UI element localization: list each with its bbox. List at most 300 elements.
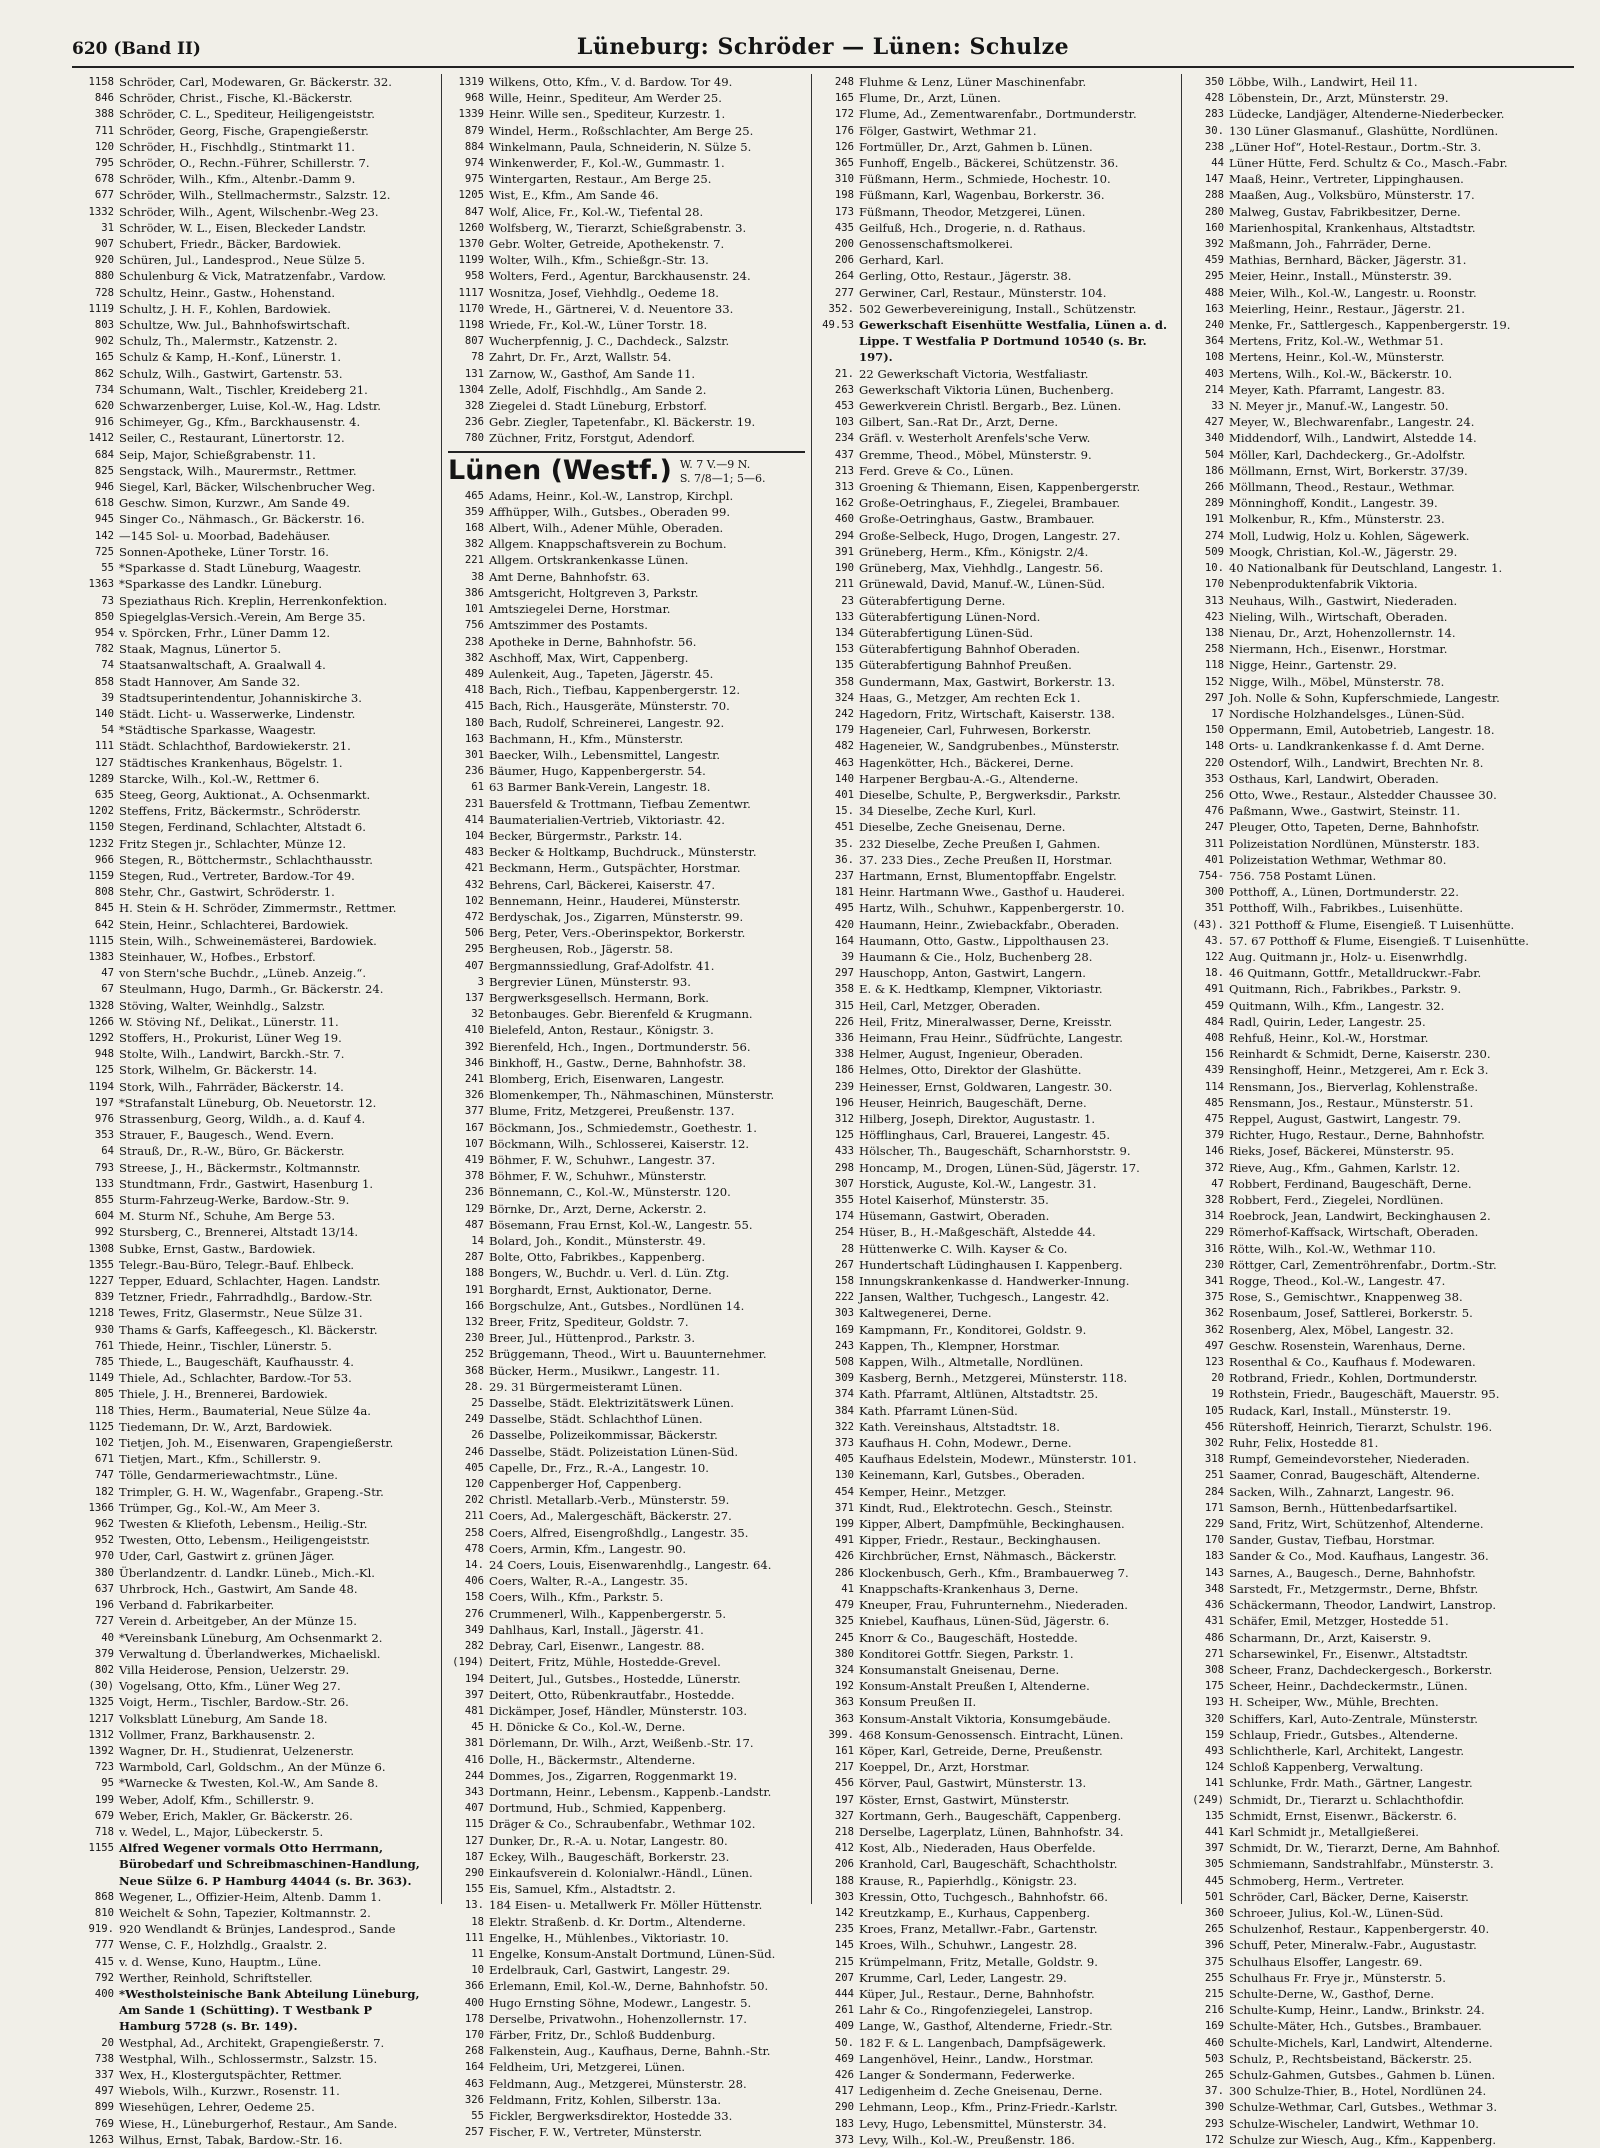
entry-number: 396 [1204,1939,1224,1952]
entry-number: 102 [94,1437,114,1450]
directory-entry [448,2092,805,2108]
entry-text: 40 Nationalbank für Deutschland, Langestr. 1. [1229,561,1503,576]
entry-number: 23 [841,594,854,607]
directory-entry [78,333,435,349]
directory-entry [1188,1694,1546,1710]
directory-entry [818,463,1175,479]
entry-number: 747 [94,1469,114,1482]
entry-number: 303 [834,1890,854,1903]
directory-entry [448,715,805,731]
entry-text: Staatsanwaltschaft, A. Graalwall 4. [119,658,326,673]
entry-text: Mertens, Wilh., Kol.-W., Bäckerstr. 10. [1229,366,1453,381]
entry-number: 948 [94,1048,114,1061]
entry-number: 428 [1204,92,1224,105]
entry-number: 727 [94,1615,114,1628]
directory-entry [78,1500,435,1516]
entry-text: Steffens, Fritz, Bäckermstr., Schröderstr. [119,804,361,819]
entry-text: Rothstein, Friedr., Baugeschäft, Mauerstr. 95. [1229,1387,1500,1402]
entry-text: H. Stein & H. Schröder, Zimmermstr., Rettmer. [119,901,397,916]
directory-entry [78,398,435,414]
running-title: Lüneburg: Schröder — Lünen: Schulze [576,34,1070,60]
entry-text: Coers, Armin, Kfm., Langestr. 90. [489,1541,687,1556]
directory-entry [448,1606,805,1622]
directory-entry [818,1630,1175,1646]
directory-entry [818,706,1175,722]
entry-text: Schröder, Wilh., Agent, Wilschenbr.-Weg 23. [119,204,379,219]
directory-entry [448,1298,805,1314]
entry-number: 618 [94,497,114,510]
entry-number: 810 [94,1906,114,1919]
directory-entry [1188,1322,1546,1338]
entry-text: 22 Gewerkschaft Victoria, Westfaliastr. [859,366,1089,381]
entry-number: 192 [834,1680,854,1693]
entry-number: 392 [464,1040,484,1053]
entry-number: 373 [834,2133,854,2146]
entry-text: Stöving, Walter, Weinhdlg., Salzstr. [119,998,326,1013]
entry-text: Allgem. Ortskrankenkasse Lünen. [489,553,689,568]
section-hours-line-2: S. 7/8—1; 5—6. [679,471,766,485]
directory-entry [818,106,1175,122]
directory-entry [78,690,435,706]
entry-text: Krumme, Carl, Leder, Langestr. 29. [859,1970,1067,1985]
entry-number: 486 [1204,1631,1224,1644]
directory-entry [448,74,805,90]
entry-text: Kost, Alb., Niederaden, Haus Oberfelde. [859,1841,1096,1856]
entry-number: 155 [464,1883,484,1896]
directory-entry [78,1435,435,1451]
entry-text: Krause, R., Papierhdlg., Königstr. 23. [859,1873,1077,1888]
directory-entry [818,1921,1175,1937]
entry-number: 221 [464,554,484,567]
entry-text: Wrede, H., Gärtnerei, V. d. Neuentore 33. [489,301,734,316]
directory-entry [448,1687,805,1703]
directory-entry [818,1548,1175,1564]
entry-number: 451 [834,821,854,834]
directory-entry [448,268,805,284]
entry-number: 479 [834,1599,854,1612]
entry-text: Christl. Metallarb.-Verb., Münsterstr. 59. [489,1493,730,1508]
directory-entry [78,301,435,317]
directory-entry [1188,998,1546,1014]
directory-entry [818,593,1175,609]
entry-number: 508 [834,1356,854,1369]
entry-text: Wiebols, Wilh., Kurzwr., Rosenstr. 11. [119,2084,340,2099]
entry-number: 475 [1204,1113,1224,1125]
directory-entry [818,900,1175,916]
entry-number: 318 [1204,1453,1224,1466]
entry-text: Hagenkötter, Hch., Bäckerei, Derne. [859,755,1074,770]
entry-number: 847 [464,205,484,218]
entry-text: Hartmann, Ernst, Blumentopffabr. Engelstr. [859,868,1117,883]
directory-entry [78,965,435,981]
directory-entry [448,1476,805,1492]
entry-text: Böhmer, F. W., Schuhwr., Münsterstr. [489,1169,707,1184]
directory-entry [818,74,1175,90]
entry-number: 441 [1204,1825,1224,1838]
directory-entry [1188,285,1546,301]
directory-entry [448,569,805,585]
entry-text: Bücker, Herm., Musikwr., Langestr. 11. [489,1363,720,1378]
entry-number: 958 [464,270,484,283]
entry-number: 320 [1204,1712,1224,1725]
entry-number: 135 [834,659,854,672]
entry-number: 391 [834,545,854,558]
entry-number: 378 [464,1170,484,1183]
entry-number: 244 [464,1769,484,1782]
entry-number: 158 [834,1275,854,1288]
entry-number: 1125 [88,1420,114,1433]
entry-text: Beckmann, Herm., Gutspächter, Horstmar. [489,861,741,876]
directory-entry [78,1111,435,1127]
directory-entry [78,2132,435,2148]
entry-text: Schulte-Mäter, Hch., Gutsbes., Brambauer. [1229,2019,1482,2034]
entry-number: 504 [1204,448,1224,461]
entry-number: 196 [834,1096,854,1109]
entry-number: 426 [834,1550,854,1563]
directory-entry [78,2116,435,2132]
entry-number: 186 [834,1064,854,1077]
entry-text: Wiese, H., Lüneburgerhof, Restaur., Am Sande. [119,2116,398,2131]
entry-number: 194 [464,1672,484,1685]
entry-number: 406 [464,1575,484,1588]
entry-number: 200 [834,238,854,251]
entry-text: Schimeyer, Gg., Kfm., Barckhausenstr. 4. [119,415,361,430]
entry-text: Tewes, Fritz, Glasermstr., Neue Sülze 31. [119,1306,363,1321]
entry-number: 358 [834,675,854,688]
entry-number: 328 [1204,1194,1224,1207]
entry-text: Schultz, J. H. F., Kohlen, Bardowiek. [119,301,331,316]
directory-entry [448,1849,805,1865]
entry-number: 409 [834,2020,854,2033]
entry-number: 380 [834,1647,854,1660]
entry-number: 25 [471,1397,484,1410]
entry-number: 286 [834,1566,854,1579]
entry-number: 175 [1204,1680,1224,1693]
entry-text: 920 Wendlandt & Brünjes, Landesprod., Sande [119,1922,396,1937]
entry-text: Tetzner, Friedr., Fahrradhdlg., Bardow.-Str. [119,1290,373,1305]
entry-text: Tepper, Eduard, Schlachter, Hagen. Landstr. [119,1274,381,1289]
entry-text: Haumann, Otto, Gastw., Lippolthausen 23. [859,933,1110,948]
entry-number: 105 [1204,1404,1224,1417]
entry-text: Moll, Ludwig, Holz u. Kohlen, Sägewerk. [1229,528,1470,543]
directory-entry [1188,1354,1546,1370]
entry-text: Fickler, Bergwerksdirektor, Hostedde 33. [489,2108,733,2123]
directory-entry [78,1273,435,1289]
entry-number: 28 [841,1242,854,1255]
directory-entry [1188,1678,1546,1694]
entry-text: Konsumanstalt Gneisenau, Derne. [859,1662,1060,1677]
entry-number: 992 [94,1226,114,1239]
entry-number: 21. [834,367,854,380]
directory-entry [1188,1808,1546,1824]
entry-number: 358 [834,983,854,996]
entry-text: Menke, Fr., Sattlergesch., Kappenbergerstr. 19. [1229,318,1511,333]
directory-entry [818,1095,1175,1111]
entry-number: 777 [94,1939,114,1952]
entry-text: Körver, Paul, Gastwirt, Münsterstr. 13. [859,1776,1087,1791]
entry-number: 374 [834,1388,854,1401]
directory-entry [1188,1597,1546,1613]
directory-entry [1188,511,1546,527]
entry-text: Maaßen, Aug., Volksbüro, Münsterstr. 17. [1229,188,1475,203]
entry-text: Rieks, Josef, Bäckerei, Münsterstr. 95. [1229,1144,1455,1159]
directory-entry [1188,1532,1546,1548]
entry-number: 397 [464,1688,484,1701]
entry-number: 118 [1204,659,1224,672]
directory-entry [1188,2116,1546,2132]
entry-number: 118 [94,1404,114,1417]
directory-entry [818,1224,1175,1240]
directory-entry [448,634,805,650]
entry-number: 138 [1204,626,1224,639]
entry-text: Kath. Pfarramt Lünen-Süd. [859,1403,1018,1418]
directory-entry [448,1589,805,1605]
directory-entry [1188,1224,1546,1240]
directory-entry [1188,317,1546,333]
directory-entry [78,1127,435,1143]
section-heading-luenen [448,451,805,486]
entry-text: Innungskrankenkasse d. Handwerker-Innung. [859,1274,1130,1289]
directory-entry [448,2027,805,2043]
directory-entry [78,1678,435,1694]
entry-text: Schubert, Friedr., Bäcker, Bardowiek. [119,237,342,252]
entry-text: Scharsewinkel, Fr., Eisenwr., Altstadtstr. [1229,1646,1469,1661]
entry-text: Füßmann, Theodor, Metzgerei, Lünen. [859,204,1086,219]
directory-entry [818,90,1175,106]
entry-text: „Lüner Hof“, Hotel-Restaur., Dortm.-Str. 3. [1229,139,1482,154]
entry-number: 265 [1204,2068,1224,2081]
entry-number: 302 [1204,1437,1224,1450]
directory-entry [78,852,435,868]
entry-number: 248 [834,76,854,88]
directory-entry [448,90,805,106]
entry-text: Rensmann, Jos., Restaur., Münsterstr. 51. [1229,1095,1474,1110]
directory-entry [78,1662,435,1678]
entry-text: Dasselbe, Städt. Schlachthof Lünen. [489,1412,703,1427]
entry-text: Tölle, Gendarmeriewachtmstr., Lüne. [119,1468,338,1483]
entry-text: Knappschafts-Krankenhaus 3, Derne. [859,1581,1079,1596]
entry-number: 171 [1204,1501,1224,1514]
directory-entry [1188,1630,1546,1646]
entry-number: 364 [1204,335,1224,348]
entry-number: 322 [834,1420,854,1433]
directory-entry [448,1752,805,1768]
entry-text: Dasselbe, Städt. Elektrizitätswerk Lünen. [489,1396,734,1411]
directory-entry [1188,447,1546,463]
entry-number: 476 [1204,805,1224,818]
entry-number: 379 [94,1647,114,1660]
directory-entry [1188,625,1546,641]
entry-text: Meier, Heinr., Install., Münsterstr. 39. [1229,269,1452,284]
directory-entry [818,1613,1175,1629]
directory-entry [78,430,435,446]
entry-text: Meier, Wilh., Kol.-W., Langestr. u. Roonstr. [1229,285,1477,300]
directory-entry [818,836,1175,852]
directory-entry [1188,1062,1546,1078]
entry-text: Stegen, Ferdinand, Schlachter, Altstadt 6. [119,820,366,835]
directory-entry [78,74,435,90]
entry-text: Bielefeld, Anton, Restaur., Königstr. 3. [489,1023,714,1038]
entry-text: Güterabfertigung Lünen-Süd. [859,625,1034,640]
directory-entry [1188,1921,1546,1937]
directory-entry [1188,301,1546,317]
entry-text: Nieling, Wilh., Wirtschaft, Oberaden. [1229,609,1448,624]
entry-text: Römerhof-Kaffsack, Wirtschaft, Oberaden. [1229,1225,1479,1240]
entry-number: 1412 [88,432,114,445]
directory-entry [818,2035,1175,2051]
entry-text: Schulenburg & Vick, Matratzenfabr., Vardow. [119,269,387,284]
entry-number: 294 [834,529,854,542]
directory-entry [448,698,805,714]
entry-number: 338 [834,1048,854,1061]
entry-text: Bach, Rudolf, Schreinerei, Langestr. 92. [489,715,725,730]
entry-number: 310 [834,173,854,186]
entry-text: Paßmann, Wwe., Gastwirt, Steinstr. 11. [1229,804,1461,819]
entry-text: Schulhaus Fr. Frye jr., Münsterstr. 5. [1229,1970,1446,1985]
entry-number: 211 [834,578,854,591]
entry-text: Konsum-Anstalt Viktoria, Konsumgebäude. [859,1711,1111,1726]
entry-number: 478 [464,1542,484,1555]
entry-text: Niermann, Hch., Eisenwr., Horstmar. [1229,642,1448,657]
directory-entry [78,1419,435,1435]
entry-number: 127 [94,756,114,769]
entry-number: 403 [1204,367,1224,380]
directory-entry [1188,1500,1546,1516]
entry-number: 459 [1204,999,1224,1012]
directory-entry [818,1370,1175,1386]
entry-number: 415 [94,1955,114,1968]
entry-number: 305 [1204,1858,1224,1871]
entry-number: 236 [464,416,484,429]
directory-entry [818,1516,1175,1532]
entry-text: Bach, Rich., Tiefbau, Kappenbergerstr. 12. [489,683,741,698]
directory-entry [818,917,1175,933]
directory-entry [818,1046,1175,1062]
entry-number: 282 [464,1640,484,1653]
entry-text: Tietjen, Joh. M., Eisenwaren, Grapengießerstr. [119,1436,394,1451]
entry-number: 761 [94,1339,114,1352]
directory-entry [818,690,1175,706]
entry-text: Güterabfertigung Derne. [859,593,1006,608]
directory-entry [818,1856,1175,1872]
directory-entry [78,1694,435,1710]
entry-text: Kirchbrücher, Ernst, Nähmasch., Bäckerstr. [859,1549,1117,1564]
entry-text: Honcamp, M., Drogen, Lünen-Süd, Jägerstr. 17. [859,1160,1140,1175]
entry-number: 1339 [458,108,484,121]
entry-text: Schmiemann, Sandstrahlfabr., Münsterstr. 3. [1229,1857,1494,1872]
entry-number: 371 [834,1501,854,1514]
entry-number: 325 [834,1615,854,1628]
entry-number: 884 [464,140,484,153]
entry-text: Wolf, Alice, Fr., Kol.-W., Tiefental 28. [489,204,704,219]
entry-text: Verband d. Fabrikarbeiter. [119,1598,275,1613]
entry-number: 1319 [458,76,484,88]
directory-entry [818,1079,1175,1095]
entry-text: Heinr. Hartmann Wwe., Gasthof u. Hauderei. [859,885,1125,900]
entry-number: 487 [464,1218,484,1231]
entry-text: Trimpler, G. H. W., Wagenfabr., Grapeng.-Str. [119,1484,384,1499]
directory-entry [1188,1143,1546,1159]
entry-text: H. Scheiper, Ww., Mühle, Brechten. [1229,1695,1439,1710]
entry-text: Rensinghoff, Heinr., Metzgerei, Am r. Eck 3. [1229,1063,1489,1078]
directory-entry [1188,690,1546,706]
directory-entry [78,2099,435,2115]
directory-entry [1188,544,1546,560]
entry-number: 193 [1204,1696,1224,1709]
entry-text: Pleuger, Otto, Tapeten, Derne, Bahnhofstr. [1229,820,1480,835]
directory-entry [818,236,1175,252]
entry-number: 313 [1204,594,1224,607]
entry-text: Haumann, Heinr., Zwiebackfabr., Oberaden. [859,917,1120,932]
directory-entry [1188,1970,1546,1986]
directory-entry [818,414,1175,430]
directory-entry [448,220,805,236]
directory-entry [818,998,1175,1014]
column-4 [1182,74,1552,2147]
entry-number: 954 [94,626,114,639]
entry-number: 239 [834,1080,854,1093]
entry-number: 312 [834,1113,854,1125]
entry-number: 165 [834,92,854,105]
entry-text: Brüggemann, Theod., Wirt u. Bauunternehmer. [489,1347,767,1362]
directory-entry [1188,1743,1546,1759]
directory-entry [818,755,1175,771]
entry-text: Thiede, L., Baugeschäft, Kaufhausstr. 4. [119,1355,354,1370]
directory-entry [78,1970,435,1986]
entry-text: Güterabfertigung Bahnhof Oberaden. [859,642,1081,657]
entry-number: (43). [1192,918,1224,931]
entry-number: 453 [834,400,854,413]
entry-text: Robbert, Ferdinand, Baugeschäft, Derne. [1229,1176,1472,1191]
entry-text: Potthoff, A., Lünen, Dortmunderstr. 22. [1229,885,1459,900]
directory-entry [448,1946,805,1962]
directory-entry [1188,609,1546,625]
entry-text: Capelle, Dr., Frz., R.-A., Langestr. 10. [489,1460,709,1475]
directory-entry [78,106,435,122]
directory-entry [818,1062,1175,1078]
directory-entry [1188,1613,1546,1629]
entry-number: (249) [1192,1793,1224,1806]
entry-text: Fortmüller, Dr., Arzt, Gahmen b. Lünen. [859,139,1093,154]
directory-entry [448,349,805,365]
entry-text: Steinhauer, W., Hofbes., Erbstorf. [119,949,316,964]
entry-number: 976 [94,1113,114,1125]
directory-entry [1188,1516,1546,1532]
directory-entry [818,155,1175,171]
entry-number: 879 [464,124,484,137]
entry-number: 1199 [458,254,484,267]
entry-text: Samson, Bernh., Hüttenbedarfsartikel. [1229,1500,1458,1515]
entry-number: 684 [94,448,114,461]
directory-entry [1188,949,1546,965]
directory-entry [448,333,805,349]
entry-text: Rose, S., Gemischtwr., Knappenweg 38. [1229,1290,1463,1305]
directory-entry [78,1192,435,1208]
entry-text: Konsum-Anstalt Preußen I, Altenderne. [859,1679,1090,1694]
entry-number: 142 [94,529,114,542]
directory-entry [818,884,1175,900]
directory-entry [448,844,805,860]
directory-entry [1188,90,1546,106]
directory-entry [78,738,435,754]
entry-number: 135 [1204,1809,1224,1822]
entry-text: Flume, Ad., Zementwarenfabr., Dortmunderstr. [859,107,1137,122]
directory-entry [818,1500,1175,1516]
entry-text: Werther, Reinhold, Schriftsteller. [119,1970,313,1985]
entry-text: Erlemann, Emil, Kol.-W., Derne, Bahnhofstr. 50. [489,1979,769,1994]
directory-entry [78,1646,435,1662]
entry-number: 153 [834,643,854,656]
